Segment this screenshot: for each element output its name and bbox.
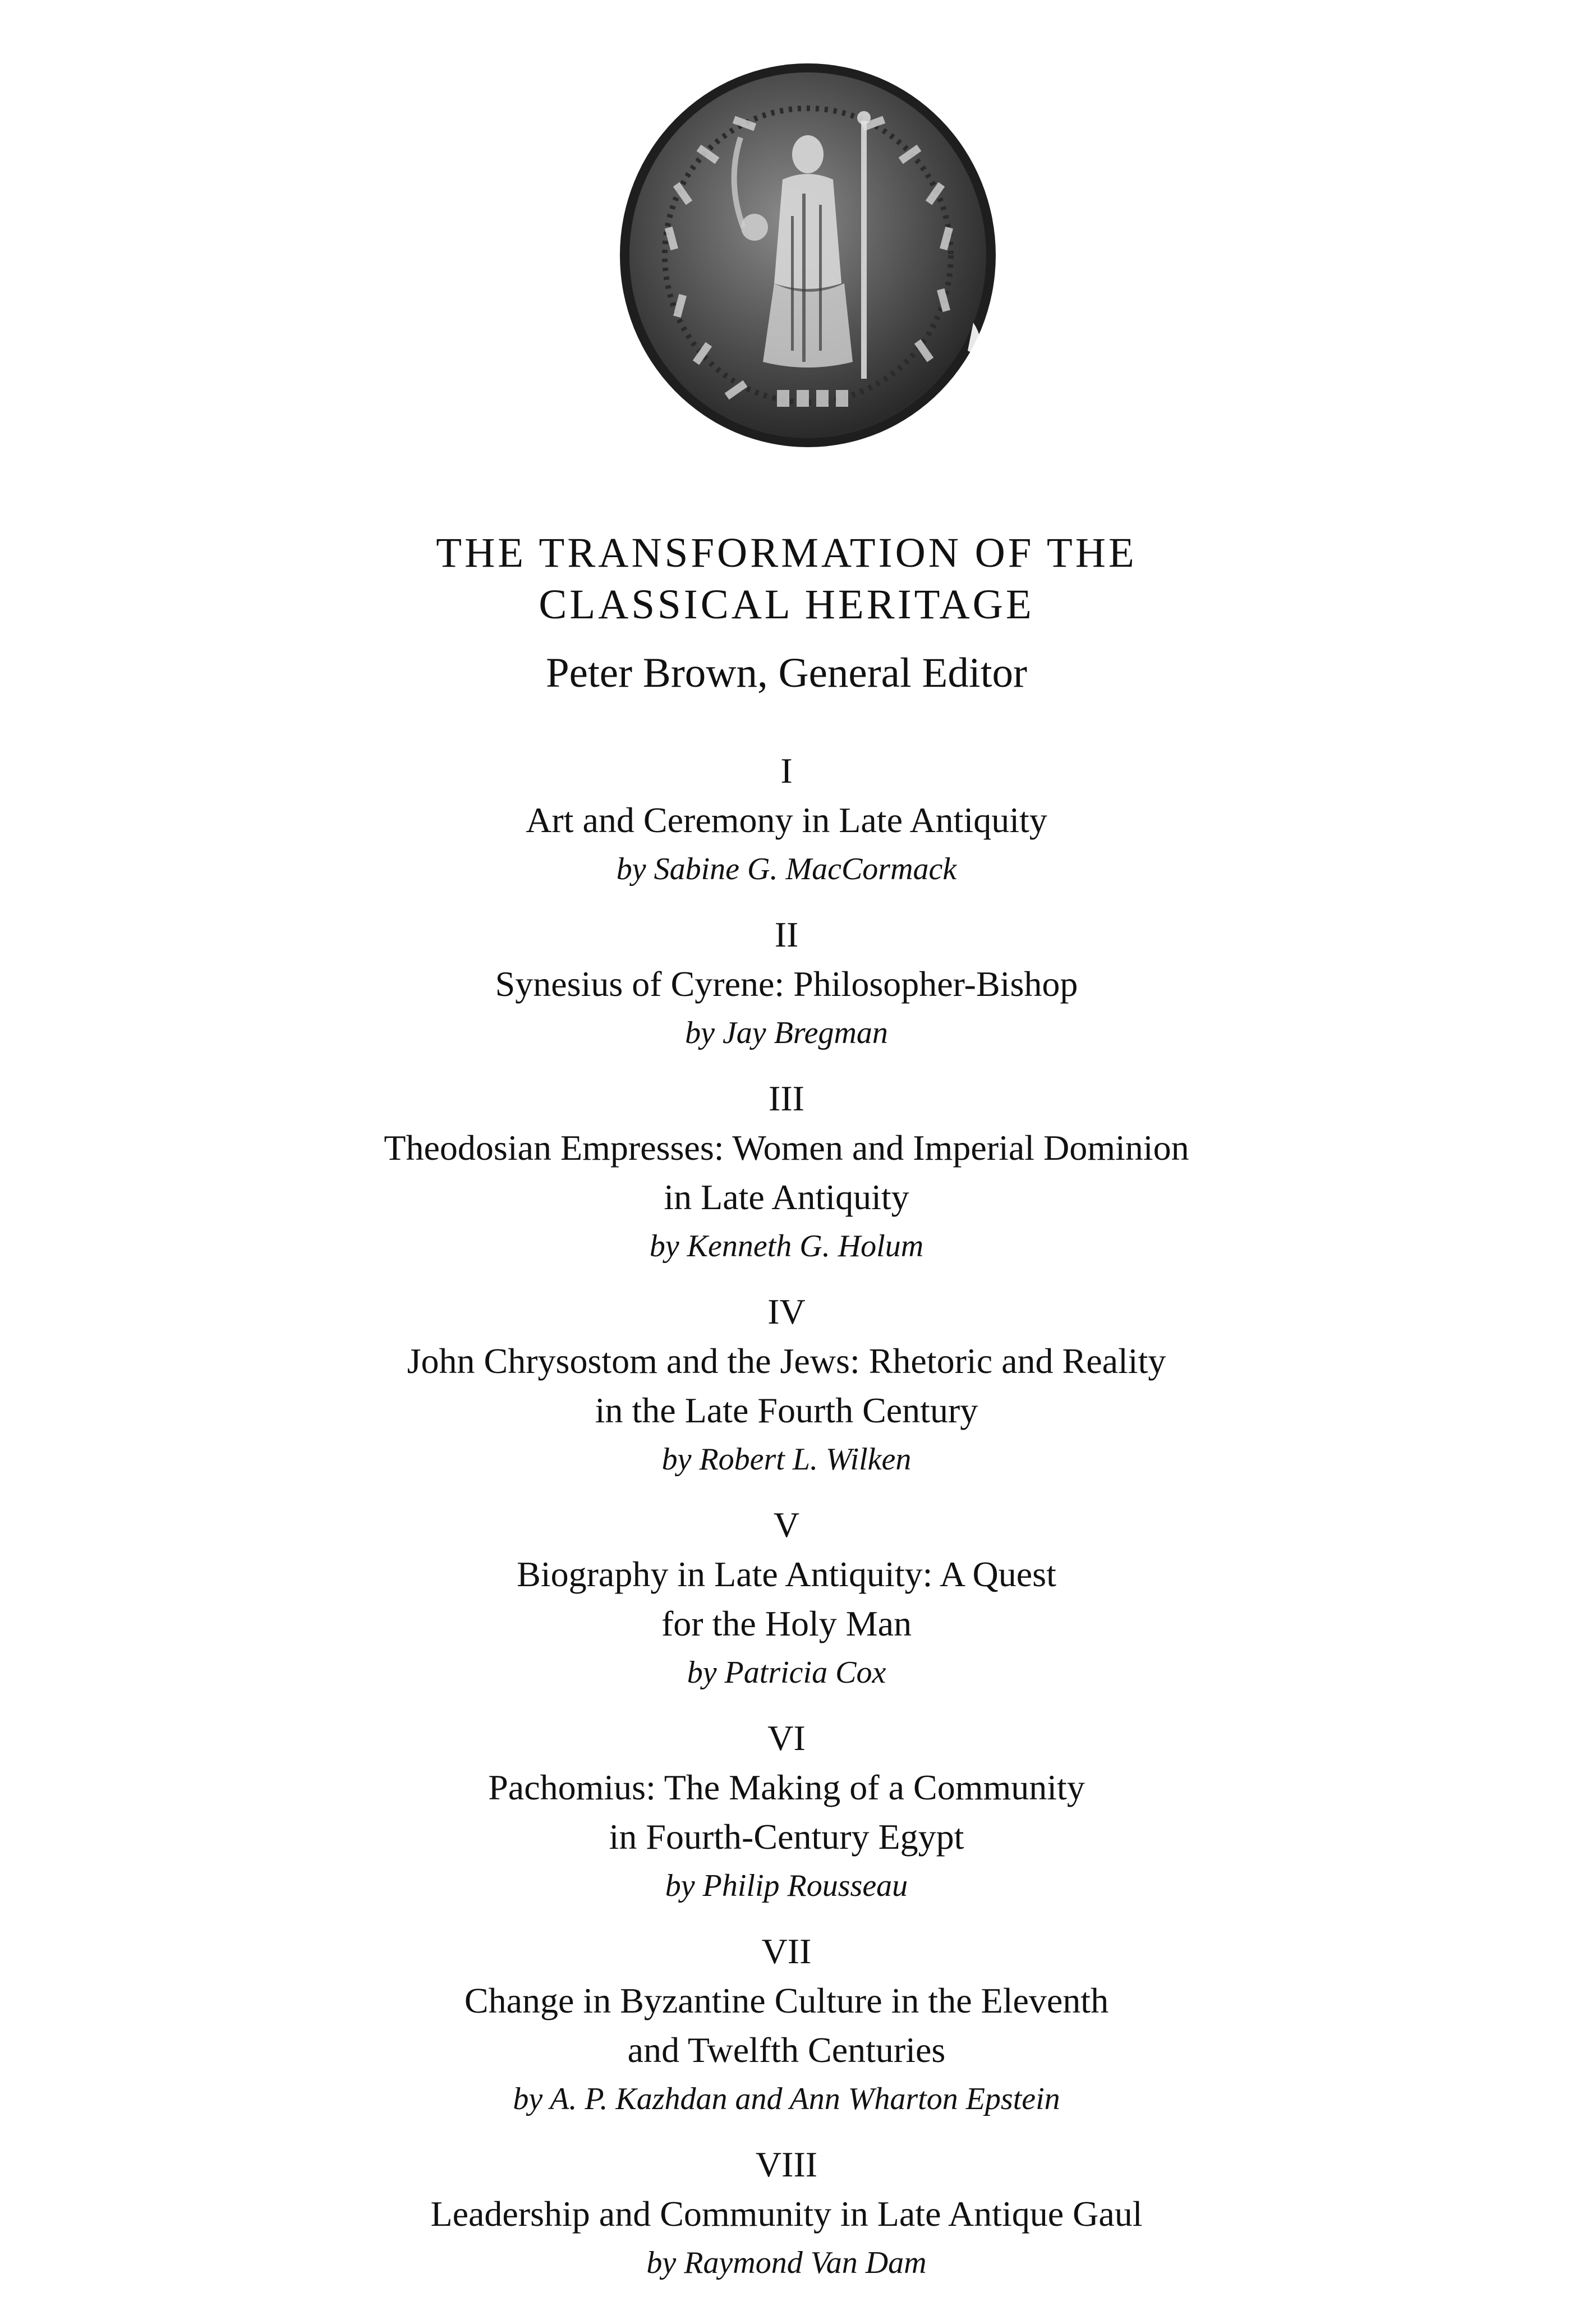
volume-number: I [780, 751, 793, 791]
volume-title-line: Biography in Late Antiquity: A Quest [517, 1554, 1056, 1594]
volume-title-line: in the Late Fourth Century [595, 1390, 978, 1430]
volume-title-line: Pachomius: The Making of a Community [488, 1767, 1085, 1807]
volume-title-line: John Chrysostom and the Jews: Rhetoric and Reality [407, 1341, 1166, 1381]
volume-6 [0, 1714, 1573, 1910]
volume-number: II [774, 915, 799, 954]
volume-list [0, 746, 1573, 2304]
volume-2 [0, 910, 1573, 1057]
volume-title-line: in Fourth-Century Egypt [609, 1817, 964, 1857]
series-editor: Peter Brown, General Editor [545, 650, 1028, 696]
series-title [0, 527, 1573, 631]
volume-number: IV [767, 1292, 806, 1331]
volume-5 [0, 1500, 1573, 1697]
roman-coin-icon [614, 59, 1001, 452]
volume-author: by Sabine G. MacCormack [616, 852, 957, 887]
volume-number: V [773, 1505, 800, 1545]
volume-title-line: Change in Byzantine Culture in the Eleventh [464, 1981, 1109, 2020]
volume-author: by Kenneth G. Holum [649, 1229, 924, 1264]
volume-number: VII [761, 1931, 812, 1971]
volume-number: III [769, 1078, 804, 1118]
volume-author: by Philip Rousseau [665, 1868, 908, 1903]
volume-1 [0, 746, 1573, 893]
volume-title-line: Leadership and Community in Late Antique Gaul [430, 2194, 1143, 2234]
volume-title-line: Synesius of Cyrene: Philosopher-Bishop [495, 964, 1078, 1004]
volume-8 [0, 2140, 1573, 2287]
series-heading [0, 527, 1573, 699]
volume-title-line: for the Holy Man [661, 1604, 912, 1643]
volume-author: by Jay Bregman [685, 1016, 888, 1050]
volume-title-line: Art and Ceremony in Late Antiquity [526, 800, 1047, 840]
volume-title-line: and Twelfth Centuries [627, 2030, 946, 2070]
volume-4 [0, 1287, 1573, 1483]
series-title-line-2: CLASSICAL HERITAGE [539, 581, 1034, 628]
volume-author: by A. P. Kazhdan and Ann Wharton Epstein [513, 2082, 1060, 2116]
volume-author: by Raymond Van Dam [646, 2245, 927, 2280]
volume-number: VIII [755, 2144, 818, 2184]
volume-title-line: in Late Antiquity [664, 1177, 909, 1217]
series-title-line-1: THE TRANSFORMATION OF THE [436, 530, 1137, 576]
volume-3 [0, 1074, 1573, 1270]
volume-author: by Patricia Cox [687, 1655, 886, 1690]
volume-title-line: Theodosian Empresses: Women and Imperial Dominion [384, 1128, 1189, 1168]
volume-7 [0, 1927, 1573, 2123]
volume-number: VI [767, 1718, 806, 1758]
volume-author: by Robert L. Wilken [661, 1442, 912, 1477]
